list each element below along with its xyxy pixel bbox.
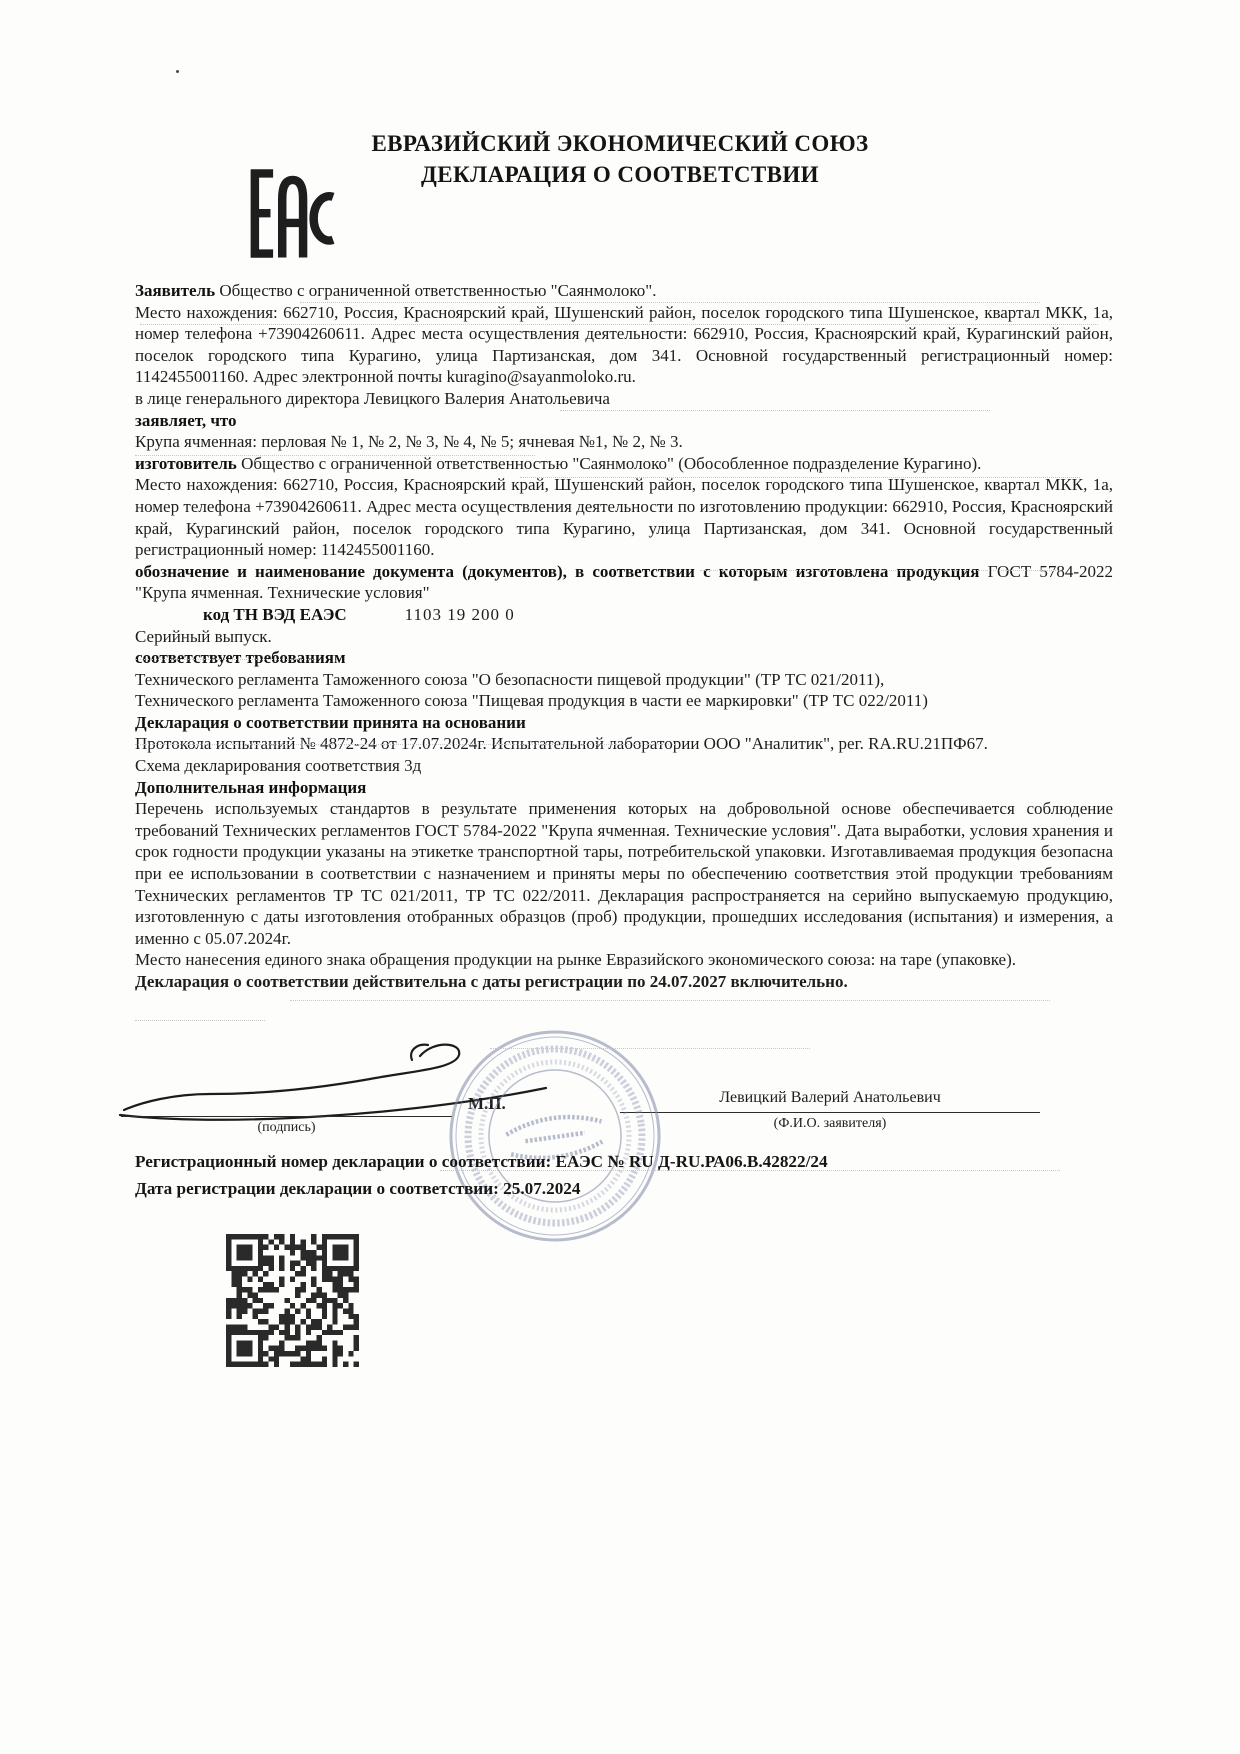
scan-artifact	[440, 1170, 1060, 1171]
qr-code	[226, 1234, 359, 1367]
manufacturer-address: Место нахождения: 662710, Россия, Красноярский край, Шушенский район, поселок городского типа Шушенское, квартал МКК, 1а, номер телефона +73904260611. Адрес места осуществления деятельности по изготовлению продукции: 662910, Россия, Красноярский край, Курагинский район, поселок городского типа Курагино, улица Партизанская, дом 341. Основной государственный регистрационный номер: 1142455001160.	[135, 475, 1113, 560]
mark-place-line: Место нанесения единого знака обращения продукции на рынке Евразийского экономического союза: на таре (упаковке).	[135, 950, 1017, 970]
signer-caption: (Ф.И.О. заявителя)	[773, 1116, 887, 1131]
applicant-line	[135, 280, 1113, 302]
tnved-code: 1103 19 200 0	[404, 604, 515, 624]
signer-name: Левицкий Валерий Анатольевич	[719, 1089, 941, 1106]
serial-line: Серийный выпуск.	[135, 626, 272, 646]
manufacturer-label: изготовитель	[135, 453, 237, 473]
applicant-value: Общество с ограниченной ответственностью "Саянмолоко".	[219, 281, 657, 300]
additional-text: Перечень используемых стандартов в результате применения которых на добровольной основе обеспечивается соблюдение требований Технических регламентов ГОСТ 5784-2022 "Крупа ячменная. Технические условия". Дата выработки, условия хранения и срок годности продукции указаны на этикетке транспортной тары, потребительской упаковки. Изготавливаемая продукция безопасна при ее использовании в соответствии с назначением и приняты меры по обеспечению соответствия этой продукции требованиям Технических регламентов ТР ТС 021/2011, ТР ТС 022/2011. Декларация распространяется на серийно выпускаемую продукцию, изготовленную с даты изготовления отобранных образцов (проб) продукции, прошедших исследования (испытания) и измерения, а именно с 05.07.2024г.	[135, 799, 1113, 948]
registration-date-line: Дата регистрации декларации о соответствии: 25.07.2024	[135, 1179, 581, 1198]
requirement-1: Технического регламента Таможенного союза "О безопасности пищевой продукции" (ТР ТС 021/2011),	[135, 669, 885, 689]
scan-artifact	[490, 1048, 810, 1049]
additional-label: Дополнительная информация	[135, 777, 367, 797]
signer-name-line	[620, 1112, 1040, 1113]
registration-number-line: Регистрационный номер декларации о соответствии: ЕАЭС № RU Д-RU.РА06.В.42822/24	[135, 1152, 828, 1171]
basis-line: Протокола испытаний № 4872-24 от 17.07.2024г. Испытательной лаборатории ООО "Аналитик", рег. RA.RU.21ПФ67.	[135, 734, 988, 754]
title-line-2: ДЕКЛАРАЦИЯ О СООТВЕТСТВИИ	[421, 162, 819, 187]
scan-artifact	[135, 1020, 265, 1021]
declaration-body	[135, 280, 1113, 993]
tnved-line	[135, 604, 1113, 626]
scan-artifact	[135, 744, 675, 745]
stamp-place-label: М.П.	[468, 1094, 506, 1113]
scan-artifact	[700, 570, 1060, 571]
scheme-line: Схема декларирования соответствия 3д	[135, 756, 422, 776]
doc-designation-line	[135, 561, 1113, 604]
scan-dot-artifact	[176, 70, 179, 73]
scan-artifact	[140, 324, 1098, 325]
scan-artifact	[135, 659, 315, 660]
doc-designation-value: ГОСТ 5784-2022 "Крупа ячменная. Технические условия"	[135, 561, 1113, 603]
validity-line: Декларация о соответствии действительна с даты регистрации по 24.07.2027 включительно.	[135, 972, 848, 991]
declares-label: заявляет, что	[135, 410, 237, 430]
manufacturer-value: Общество с ограниченной ответственностью "Саянмолоко" (Обособленное подразделение Курагино).	[241, 453, 982, 473]
complies-label: соответствует требованиям	[135, 648, 346, 668]
scan-artifact	[560, 410, 990, 411]
in-person-line: в лице генерального директора Левицкого Валерия Анатольевича	[135, 388, 610, 408]
scan-artifact	[135, 455, 535, 456]
scan-artifact	[300, 302, 1040, 303]
requirement-2: Технического регламента Таможенного союза "Пищевая продукция в части ее маркировки" (ТР ТС 022/2011)	[135, 691, 928, 711]
product-line: Крупа ячменная: перловая № 1, № 2, № 3, № 4, № 5; ячневая №1, № 2, № 3.	[135, 432, 683, 452]
signature-caption: (подпись)	[257, 1120, 316, 1135]
signature-line	[121, 1116, 452, 1117]
scan-artifact	[520, 477, 1080, 478]
tnved-label: код ТН ВЭД ЕАЭС	[203, 604, 347, 624]
title-line-1: ЕВРАЗИЙСКИЙ ЭКОНОМИЧЕСКИЙ СОЮЗ	[371, 131, 869, 156]
basis-label: Декларация о соответствии принята на основании	[135, 712, 526, 732]
round-stamp	[431, 1012, 679, 1260]
doc-designation-label: обозначение и наименование документа (документов), в соответствии с которым изготовлена продукция	[135, 561, 980, 581]
document-title	[0, 128, 1240, 190]
scan-artifact	[290, 1000, 1050, 1001]
applicant-label: Заявитель	[135, 281, 216, 300]
applicant-address: Место нахождения: 662710, Россия, Красноярский край, Шушенский район, поселок городского типа Шушенское, квартал МКК, 1а, номер телефона +73904260611. Адрес места осуществления деятельности: 662910, Россия, Красноярский край, Курагинский район, поселок городского типа Курагино, улица Партизанская, дом 341. Основной государственный регистрационный номер: 1142455001160. Адрес электронной почты kuragino@sayanmoloko.ru.	[135, 302, 1113, 387]
